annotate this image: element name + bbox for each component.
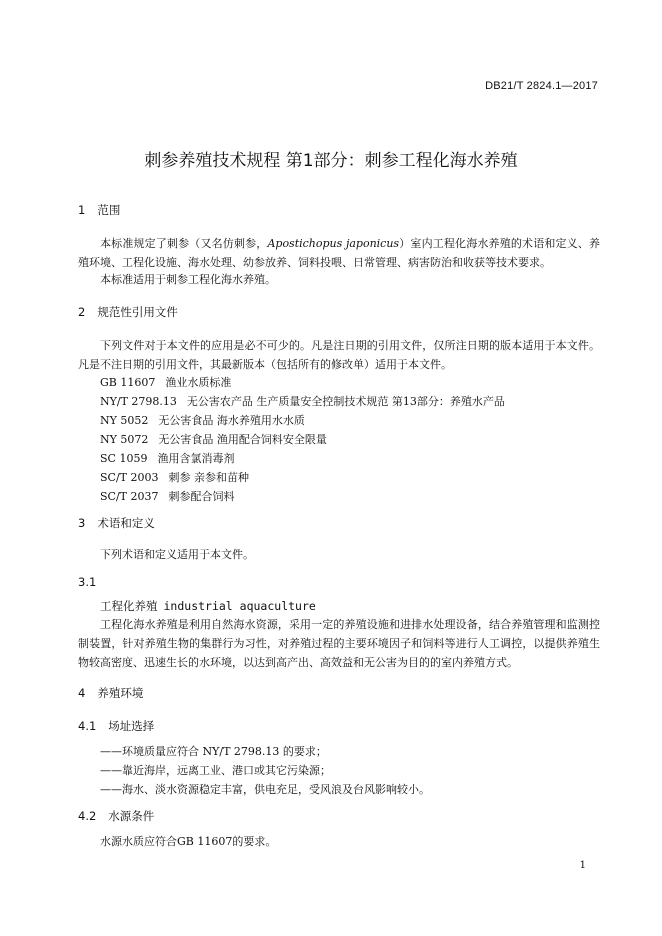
- reference-item: NY 5072 无公害食品 渔用配合饲料安全限量: [100, 433, 327, 446]
- scope-paragraph-2: 本标准适用于刺参工程化海水养殖。: [100, 273, 276, 286]
- section-3-heading: [78, 515, 155, 531]
- section-2-heading: [78, 304, 178, 320]
- subsection-title: 水源条件: [108, 809, 155, 823]
- reference-item: SC/T 2037 刺参配合饲料: [100, 490, 235, 503]
- reference-item: NY 5052 无公害食品 海水养殖用水水质: [100, 414, 305, 427]
- reference-item: GB 11607 渔业水质标准: [100, 376, 232, 389]
- site-requirement-item: ——环境质量应符合 NY/T 2798.13 的要求；: [100, 745, 327, 758]
- section-1-heading: [78, 202, 120, 218]
- subsection-number: 4.2: [78, 809, 97, 823]
- site-requirement-item: ——靠近海岸，远离工业、港口或其它污染源；: [100, 764, 331, 777]
- scope-text-a: 本标准规定了刺参（又名仿刺参，: [100, 237, 268, 250]
- page-number: 1: [579, 860, 586, 871]
- section-number: 1: [78, 203, 86, 217]
- subsection-3-1-number: 3.1: [78, 575, 97, 589]
- document-title: 刺参养殖技术规程 第1部分：刺参工程化海水养殖: [144, 151, 518, 171]
- section-title: 养殖环境: [97, 686, 144, 700]
- section-4-heading: [78, 685, 143, 701]
- species-latin-name: Apostichopus japonicus: [267, 237, 400, 250]
- term-entry: [100, 598, 316, 614]
- reference-item: SC/T 2003 刺参 亲参和苗种: [100, 471, 249, 484]
- section-title: 范围: [97, 203, 121, 217]
- section-number: 4: [78, 686, 86, 700]
- water-source-text: 水源水质应符合GB 11607的要求。: [100, 835, 277, 848]
- subsection-4-2-heading: [78, 808, 154, 824]
- subsection-number: 4.1: [78, 719, 97, 733]
- scope-paragraph-1: [78, 234, 600, 272]
- term-chinese: 工程化养殖: [100, 599, 158, 613]
- term-english: industrial aquaculture: [163, 599, 316, 613]
- document-code: DB21/T 2824.1—2017: [485, 80, 598, 92]
- section-number: 2: [78, 305, 86, 319]
- site-requirement-item: ——海水、淡水资源稳定丰富，供电充足，受风浪及台风影响较小。: [100, 783, 430, 796]
- section-title: 术语和定义: [97, 516, 155, 530]
- subsection-4-1-heading: [78, 718, 154, 734]
- terms-intro: 下列术语和定义适用于本文件。: [100, 548, 254, 561]
- section-title: 规范性引用文件: [97, 305, 178, 319]
- reference-item: SC 1059 渔用含氯消毒剂: [100, 452, 235, 465]
- subsection-title: 场址选择: [108, 719, 155, 733]
- reference-item: NY/T 2798.13 无公害农产品 生产质量安全控制技术规范 第13部分：养殖水产品: [100, 395, 505, 408]
- term-definition: 工程化海水养殖是利用自然海水资源，采用一定的养殖设施和进排水处理设备，结合养殖管理和监测控制装置，针对养殖生物的集群行为习性，对养殖过程的主要环境因子和饲料等进行人工调控，以提供养殖生物较高密度、迅速生长的水环境，以达到高产出、高效益和无公害为目的的室内养殖方式。: [78, 618, 600, 669]
- scope-text-b: ）室内工程化海水养殖的术语和定义、养殖环境、工程化设施、海水处理、幼参放养、饲料投喂、日常管理、病害防治和收获等技术要求。: [78, 237, 601, 269]
- section-number: 3: [78, 516, 86, 530]
- references-intro: 下列文件对于本文件的应用是必不可少的。凡是注日期的引用文件，仅所注日期的版本适用于本文件。凡是不注日期的引用文件，其最新版本（包括所有的修改单）适用于本文件。: [78, 339, 600, 371]
